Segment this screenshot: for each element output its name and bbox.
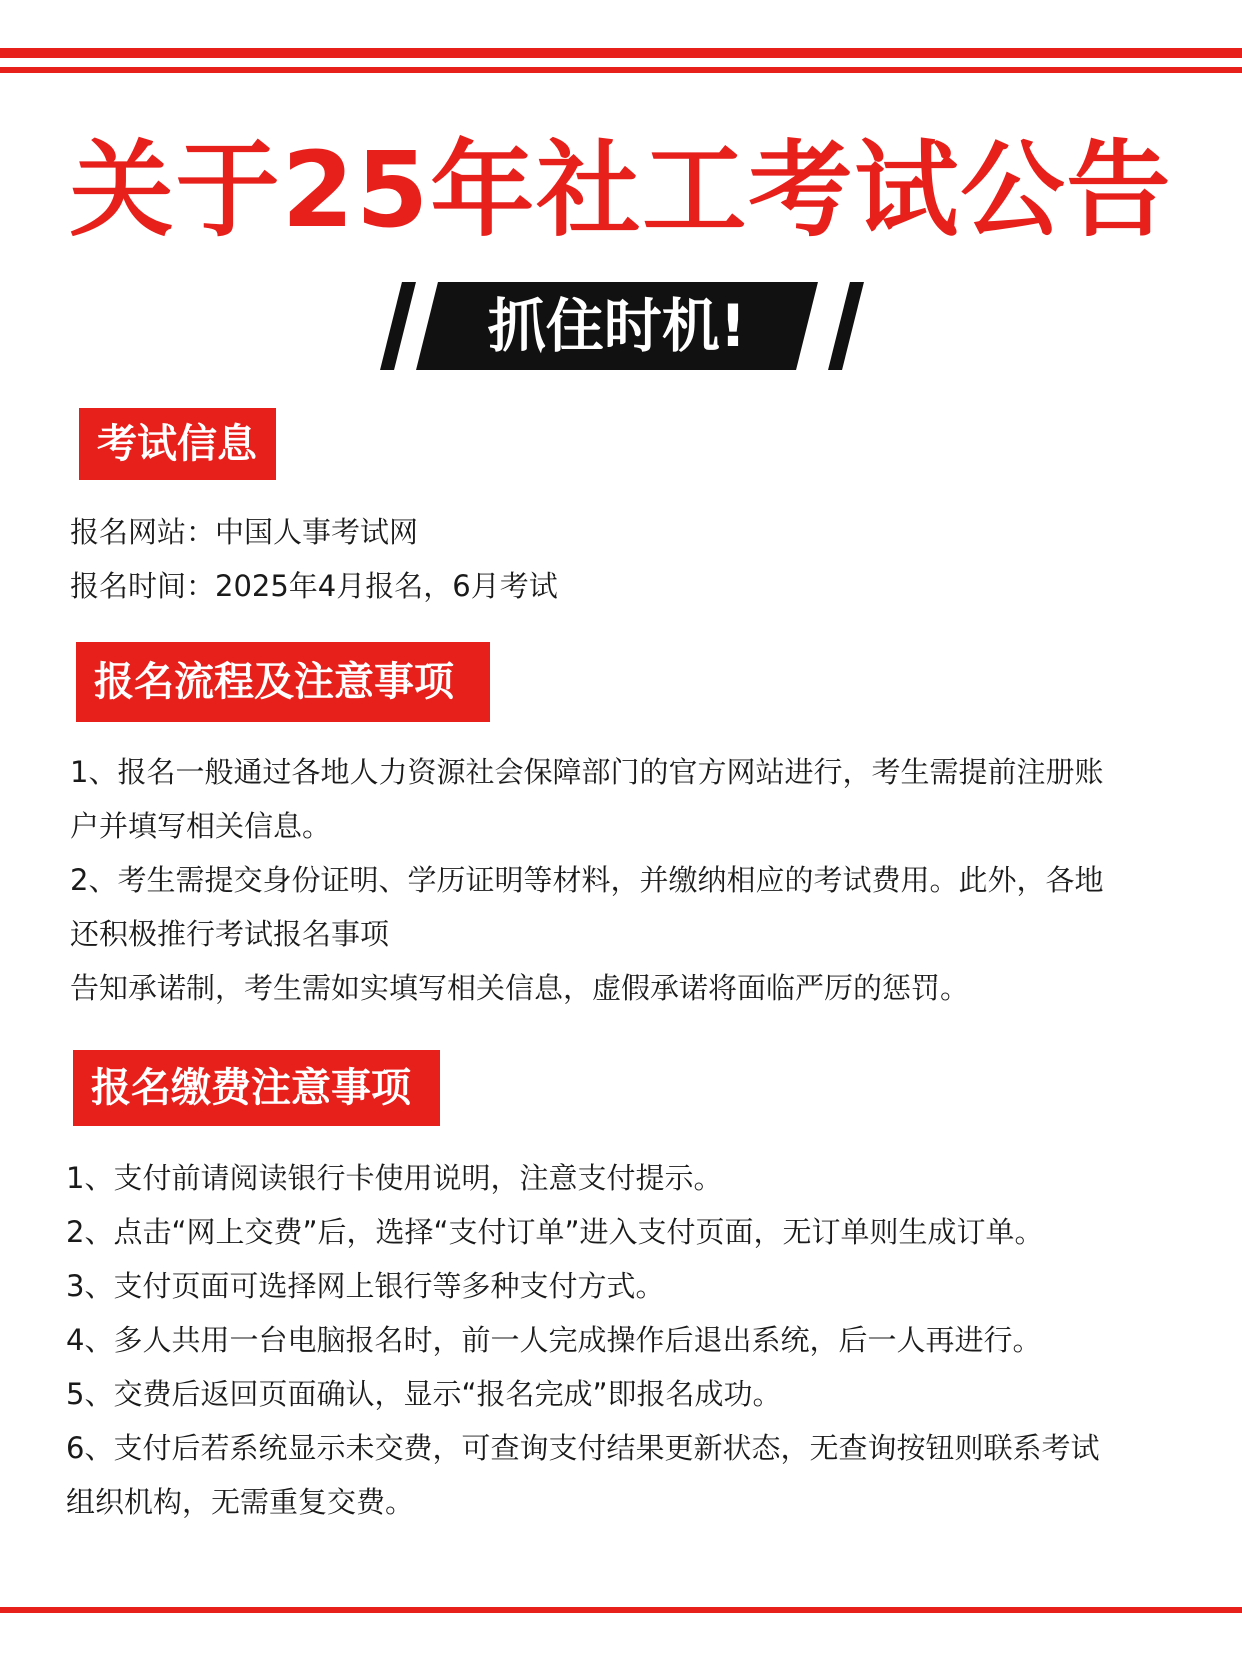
process-line: 户并填写相关信息。: [70, 809, 332, 843]
bottom-rule: [0, 1607, 1242, 1613]
process-line: 还积极推行考试报名事项: [70, 917, 390, 951]
section-heading-exam-info: 考试信息: [79, 408, 276, 480]
payment-line: 组织机构，无需重复交费。: [66, 1485, 415, 1519]
exam-info-line: 报名网站：中国人事考试网: [70, 515, 419, 549]
payment-line: 5、交费后返回页面确认，显示“报名完成”即报名成功。: [66, 1377, 782, 1411]
slogan-banner: [383, 282, 863, 370]
process-line: 1、报名一般通过各地人力资源社会保障部门的官方网站进行，考生需提前注册账: [70, 755, 1104, 789]
payment-line: 6、支付后若系统显示未交费，可查询支付结果更新状态，无查询按钮则联系考试: [66, 1431, 1100, 1465]
page-title: 关于25年社工考试公告: [69, 129, 1173, 251]
banner-slash-right: [828, 282, 864, 370]
process-line: 2、考生需提交身份证明、学历证明等材料，并缴纳相应的考试费用。此外，各地: [70, 863, 1104, 897]
process-line: 告知承诺制，考生需如实填写相关信息，虚假承诺将面临严厉的惩罚。: [70, 971, 970, 1005]
top-rule-thin: [0, 67, 1242, 73]
section-heading-payment-notes: 报名缴费注意事项: [73, 1050, 440, 1126]
payment-line: 1、支付前请阅读银行卡使用说明，注意支付提示。: [66, 1161, 723, 1195]
top-rule-thick: [0, 48, 1242, 58]
banner-slash-left: [380, 282, 416, 370]
payment-line: 4、多人共用一台电脑报名时，前一人完成操作后退出系统，后一人再进行。: [66, 1323, 1042, 1357]
payment-line: 3、支付页面可选择网上银行等多种支付方式。: [66, 1269, 665, 1303]
banner-text: 抓住时机!: [487, 292, 747, 360]
payment-line: 2、点击“网上交费”后，选择“支付订单”进入支付页面，无订单则生成订单。: [66, 1215, 1044, 1249]
exam-info-line: 报名时间：2025年4月报名，6月考试: [70, 569, 558, 603]
section-heading-registration-process: 报名流程及注意事项: [76, 642, 490, 722]
